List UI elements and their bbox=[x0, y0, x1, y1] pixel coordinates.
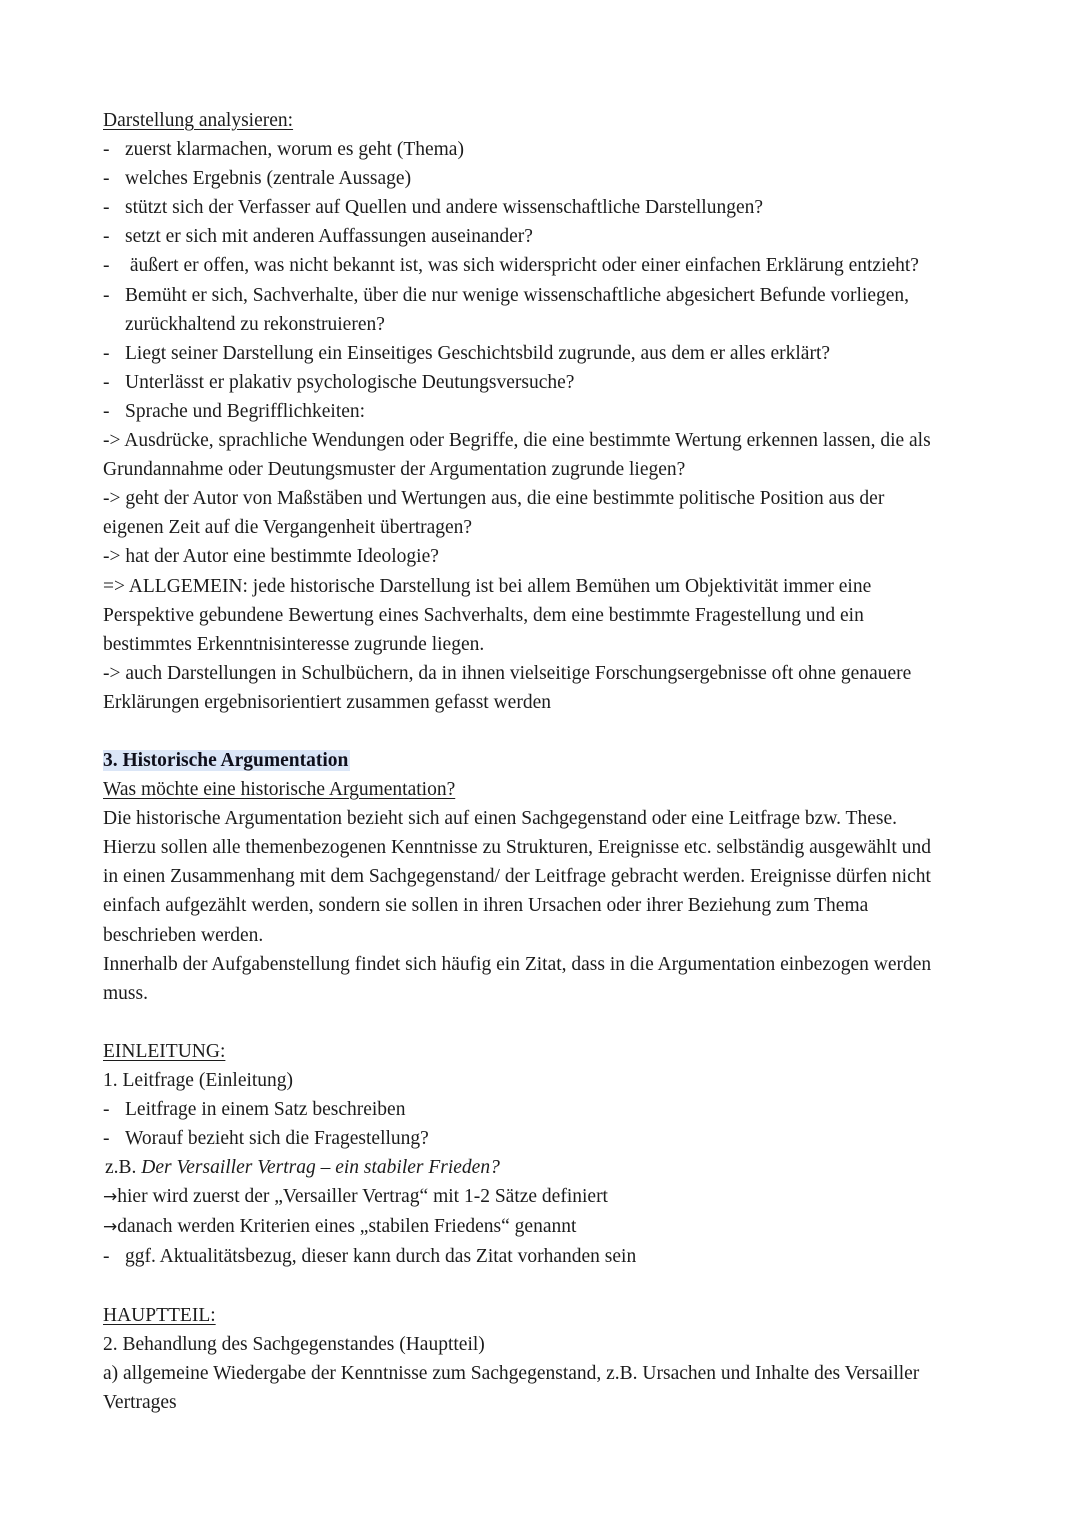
page-content bbox=[103, 106, 983, 1417]
list-item: - ggf. Aktualitätsbezug, dieser kann durch das Zitat vorhanden sein bbox=[103, 1242, 983, 1271]
text-line: Perspektive gebundene Bewertung eines Sachverhalts, dem eine bestimmte Fragestellung und ein bbox=[103, 604, 864, 626]
text-line: Vertrages bbox=[103, 1391, 177, 1413]
list-item: - stützt sich der Verfasser auf Quellen und andere wissenschaftliche Darstellungen? bbox=[103, 193, 983, 222]
text-line: bestimmtes Erkenntnisinteresse zugrunde liegen. bbox=[103, 633, 485, 655]
spacer bbox=[103, 1008, 983, 1037]
heading-hauptteil: HAUPTTEIL: bbox=[103, 1304, 216, 1326]
list-item: - Unterlässt er plakativ psychologische Deutungsversuche? bbox=[103, 368, 983, 397]
arrow-line bbox=[103, 1182, 983, 1212]
text-line: a) allgemeine Wiedergabe der Kenntnisse zum Sachgegenstand, z.B. Ursachen und Inhalte des Versailler bbox=[103, 1362, 920, 1384]
text-line: -> hat der Autor eine bestimmte Ideologie? bbox=[103, 546, 439, 568]
heading-darstellung: Darstellung analysieren: bbox=[103, 110, 294, 131]
list-item: - äußert er offen, was nicht bekannt ist, was sich widerspricht oder einer einfachen Erklärung entzieht? bbox=[103, 251, 983, 280]
text-line: beschrieben werden. bbox=[103, 924, 264, 946]
list-item: - setzt er sich mit anderen Auffassungen auseinander? bbox=[103, 222, 983, 251]
subheading-argumentation: Was möchte eine historische Argumentation? bbox=[103, 779, 456, 801]
list-item: - Leitfrage in einem Satz beschreiben bbox=[103, 1095, 983, 1124]
text-line: Innerhalb der Aufgabenstellung findet sich häufig ein Zitat, dass in die Argumentation einbezogen werden bbox=[103, 953, 932, 975]
item-title-leitfrage: 1. Leitfrage (Einleitung) bbox=[103, 1069, 294, 1091]
text-line: Die historische Argumentation bezieht sich auf einen Sachgegenstand oder eine Leitfrage bzw. These. bbox=[103, 808, 897, 830]
arrow-line-text: danach werden Kriterien eines „stabilen Friedens“ genannt bbox=[117, 1216, 577, 1238]
text-line: -> Ausdrücke, sprachliche Wendungen oder Begriffe, die eine bestimmte Wertung erkennen lassen, die als bbox=[103, 430, 931, 452]
list-item: - Worauf bezieht sich die Fragestellung? bbox=[103, 1124, 983, 1153]
spacer bbox=[103, 717, 983, 746]
list-item: - welches Ergebnis (zentrale Aussage) bbox=[103, 164, 983, 193]
arrow-line-text: hier wird zuerst der „Versailler Vertrag“ mit 1-2 Sätze definiert bbox=[117, 1186, 608, 1208]
spacer bbox=[103, 1272, 983, 1301]
text-line: Hierzu sollen alle themenbezogenen Kenntnisse zu Strukturen, Ereignisse etc. selbständig ausgewählt und bbox=[103, 837, 931, 859]
example-line bbox=[103, 1153, 983, 1182]
text-line: Erklärungen ergebnisorientiert zusammen gefasst werden bbox=[103, 691, 551, 713]
list-item: - Bemüht er sich, Sachverhalte, über die nur wenige wissenschaftliche abgesichert Befunde vorliegen, bbox=[103, 281, 983, 310]
text-line: => ALLGEMEIN: jede historische Darstellung ist bei allem Bemühen um Objektivität immer eine bbox=[103, 575, 872, 597]
arrow-right-icon: → bbox=[103, 1217, 118, 1238]
arrow-right-icon: → bbox=[103, 1187, 118, 1208]
example-prefix: z.B. bbox=[105, 1157, 142, 1179]
text-line: -> geht der Autor von Maßstäben und Wertungen aus, die eine bestimmte politische Position aus der bbox=[103, 488, 885, 510]
text-line: muss. bbox=[103, 982, 148, 1004]
text-line: in einen Zusammenhang mit dem Sachgegenstand/ der Leitfrage gebracht werden. Ereignisse dürfen nicht bbox=[103, 866, 931, 888]
list-item: - Liegt seiner Darstellung ein Einseitiges Geschichtsbild zugrunde, aus dem er alles erklärt? bbox=[103, 339, 983, 368]
heading-einleitung: EINLEITUNG: bbox=[103, 1040, 226, 1062]
text-line: Grundannahme oder Deutungsmuster der Argumentation zugrunde liegen? bbox=[103, 459, 686, 481]
text-line: -> auch Darstellungen in Schulbüchern, da in ihnen vielseitige Forschungsergebnisse oft ohne genauere bbox=[103, 662, 912, 684]
arrow-line bbox=[103, 1212, 983, 1242]
text-line: eigenen Zeit auf die Vergangenheit übertragen? bbox=[103, 517, 473, 539]
example-text: Der Versailler Vertrag – ein stabiler Frieden? bbox=[141, 1157, 500, 1179]
heading-historische-argumentation: 3. Historische Argumentation bbox=[103, 749, 349, 771]
list-item: - zuerst klarmachen, worum es geht (Thema) bbox=[103, 135, 983, 164]
list-item-continuation: zurückhaltend zu rekonstruieren? bbox=[125, 313, 385, 335]
item-title-behandlung: 2. Behandlung des Sachgegenstandes (Hauptteil) bbox=[103, 1333, 485, 1355]
list-item: - Sprache und Begrifflichkeiten: bbox=[103, 397, 983, 426]
text-line: einfach aufgezählt werden, sondern sie sollen in ihren Ursachen oder ihrer Beziehung zum Thema bbox=[103, 895, 869, 917]
